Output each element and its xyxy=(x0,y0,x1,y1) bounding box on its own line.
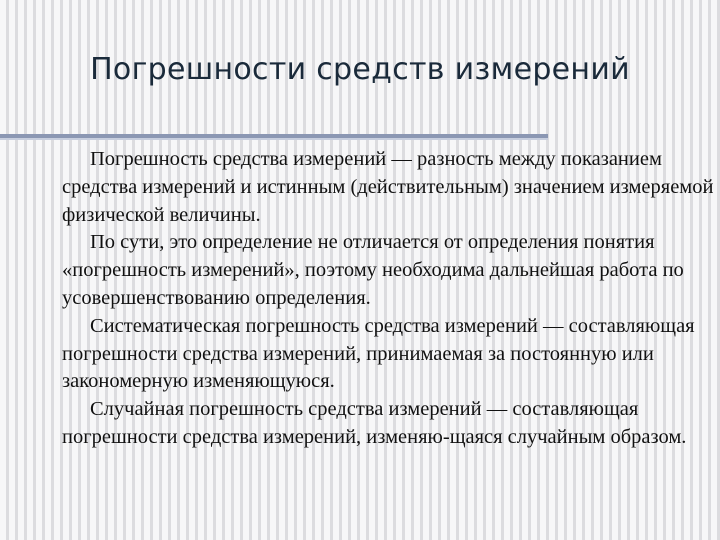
slide-body xyxy=(62,146,714,452)
slide-title: Погрешности средств измерений xyxy=(90,52,630,87)
paragraph-systematic-error: Систематическая погрешность средства измерений — составляющая погрешности средства измерений, принимаемая за постоянную или закономерную изменяющуюся. xyxy=(62,314,695,393)
paragraph-random-error: Случайная погрешность средства измерений — составляющая погрешности средства измерений, изменяю-щаяся случайным образом. xyxy=(62,398,687,448)
paragraph-definition: Погрешность средства измерений — разность между показанием средства измерений и истинным (действительным) значением измеряемой физической величины. xyxy=(62,148,714,226)
title-divider-shadow xyxy=(0,138,548,140)
paragraph-remark: По сути, это определение не отличается от определения понятия «погрешность измерений», поэтому необходима дальнейшая работа по усовершенствованию определения. xyxy=(62,231,684,309)
